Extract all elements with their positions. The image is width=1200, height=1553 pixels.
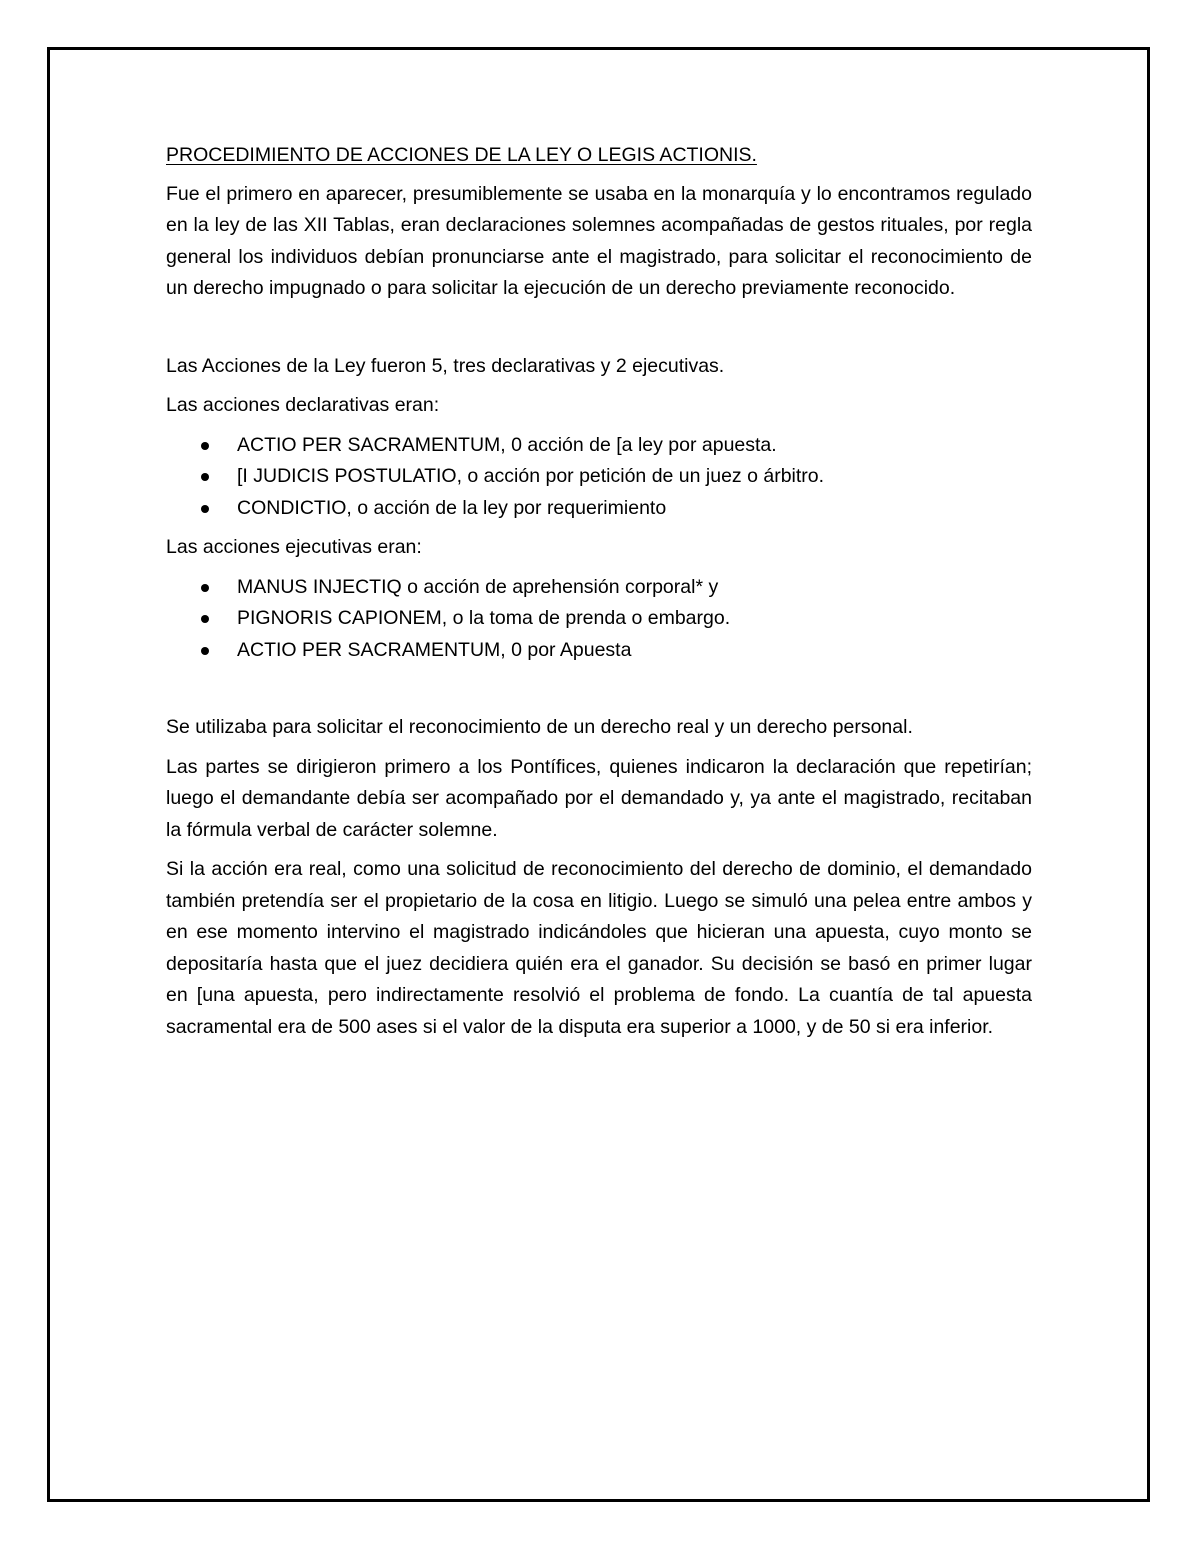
list-item-text: ACTIO PER SACRAMENTUM, 0 por Apuesta <box>237 638 632 661</box>
list-item <box>166 430 1032 462</box>
list-item <box>166 603 1032 635</box>
document-title: PROCEDIMIENTO DE ACCIONES DE LA LEY O LEGIS ACTIONIS. <box>166 144 757 166</box>
list-item-text: [I JUDICIS POSTULATIO, o acción por petición de un juez o árbitro. <box>237 465 825 487</box>
spacer <box>166 313 1032 351</box>
spacer <box>166 674 1032 712</box>
bullet-icon <box>201 473 209 481</box>
list-item-text: ACTIO PER SACRAMENTUM, 0 acción de [a ley por apuesta. <box>237 433 777 456</box>
bullet-icon <box>201 615 209 623</box>
declarativas-list <box>166 430 1032 525</box>
partes-paragraph: Las partes se dirigieron primero a los Pontífices, quienes indicaron la declaración que repetirían; luego el demandante debía ser acompañado por el demandado y, ya ante el magistrado, recitaban la fórmula verbal de carácter solemne. <box>166 755 1032 841</box>
list-item-text: MANUS INJECTIQ o acción de aprehensión corporal* y <box>237 575 719 598</box>
ejecutivas-list <box>166 572 1032 667</box>
list-item-text: PIGNORIS CAPIONEM, o la toma de prenda o embargo. <box>237 607 731 629</box>
list-item <box>166 635 1032 667</box>
ejecutivas-heading: Las acciones ejecutivas eran: <box>166 536 422 558</box>
utilizaba-paragraph: Se utilizaba para solicitar el reconocimiento de un derecho real y un derecho personal. <box>166 716 913 738</box>
document-body <box>166 140 1032 1051</box>
list-item <box>166 461 1032 493</box>
list-item <box>166 572 1032 604</box>
acciones-intro: Las Acciones de la Ley fueron 5, tres declarativas y 2 ejecutivas. <box>166 354 725 377</box>
accion-real-paragraph: Si la acción era real, como una solicitud de reconocimiento del derecho de dominio, el demandado también pretendía ser el propietario de la cosa en litigio. Luego se simuló una pelea entre ambos y en ese momento intervino el magistrado indicándoles que hicieran una apuesta, cuyo monto se depositaría hasta que el juez decidiera quién era el ganador. Su decisión se basó en primer lugar en [una apuesta, pero indirectamente resolvió el problema de fondo. La cuantía de tal apuesta sacramental era de 500 ases si el valor de la disputa era superior a 1000, y de 50 si era inferior. <box>166 858 1032 1038</box>
bullet-icon <box>201 442 209 450</box>
bullet-icon <box>201 584 209 592</box>
bullet-icon <box>201 505 209 513</box>
declarativas-heading: Las acciones declarativas eran: <box>166 394 440 416</box>
list-item-text: CONDICTIO, o acción de la ley por requerimiento <box>237 496 667 519</box>
intro-paragraph: Fue el primero en aparecer, presumiblemente se usaba en la monarquía y lo encontramos regulado en la ley de las XII Tablas, eran declaraciones solemnes acompañadas de gestos rituales, por regla general los individuos debían pronunciarse ante el magistrado, para solicitar el reconocimiento de un derecho impugnado o para solicitar la ejecución de un derecho previamente reconocido. <box>166 182 1032 299</box>
bullet-icon <box>201 647 209 655</box>
list-item <box>166 493 1032 525</box>
